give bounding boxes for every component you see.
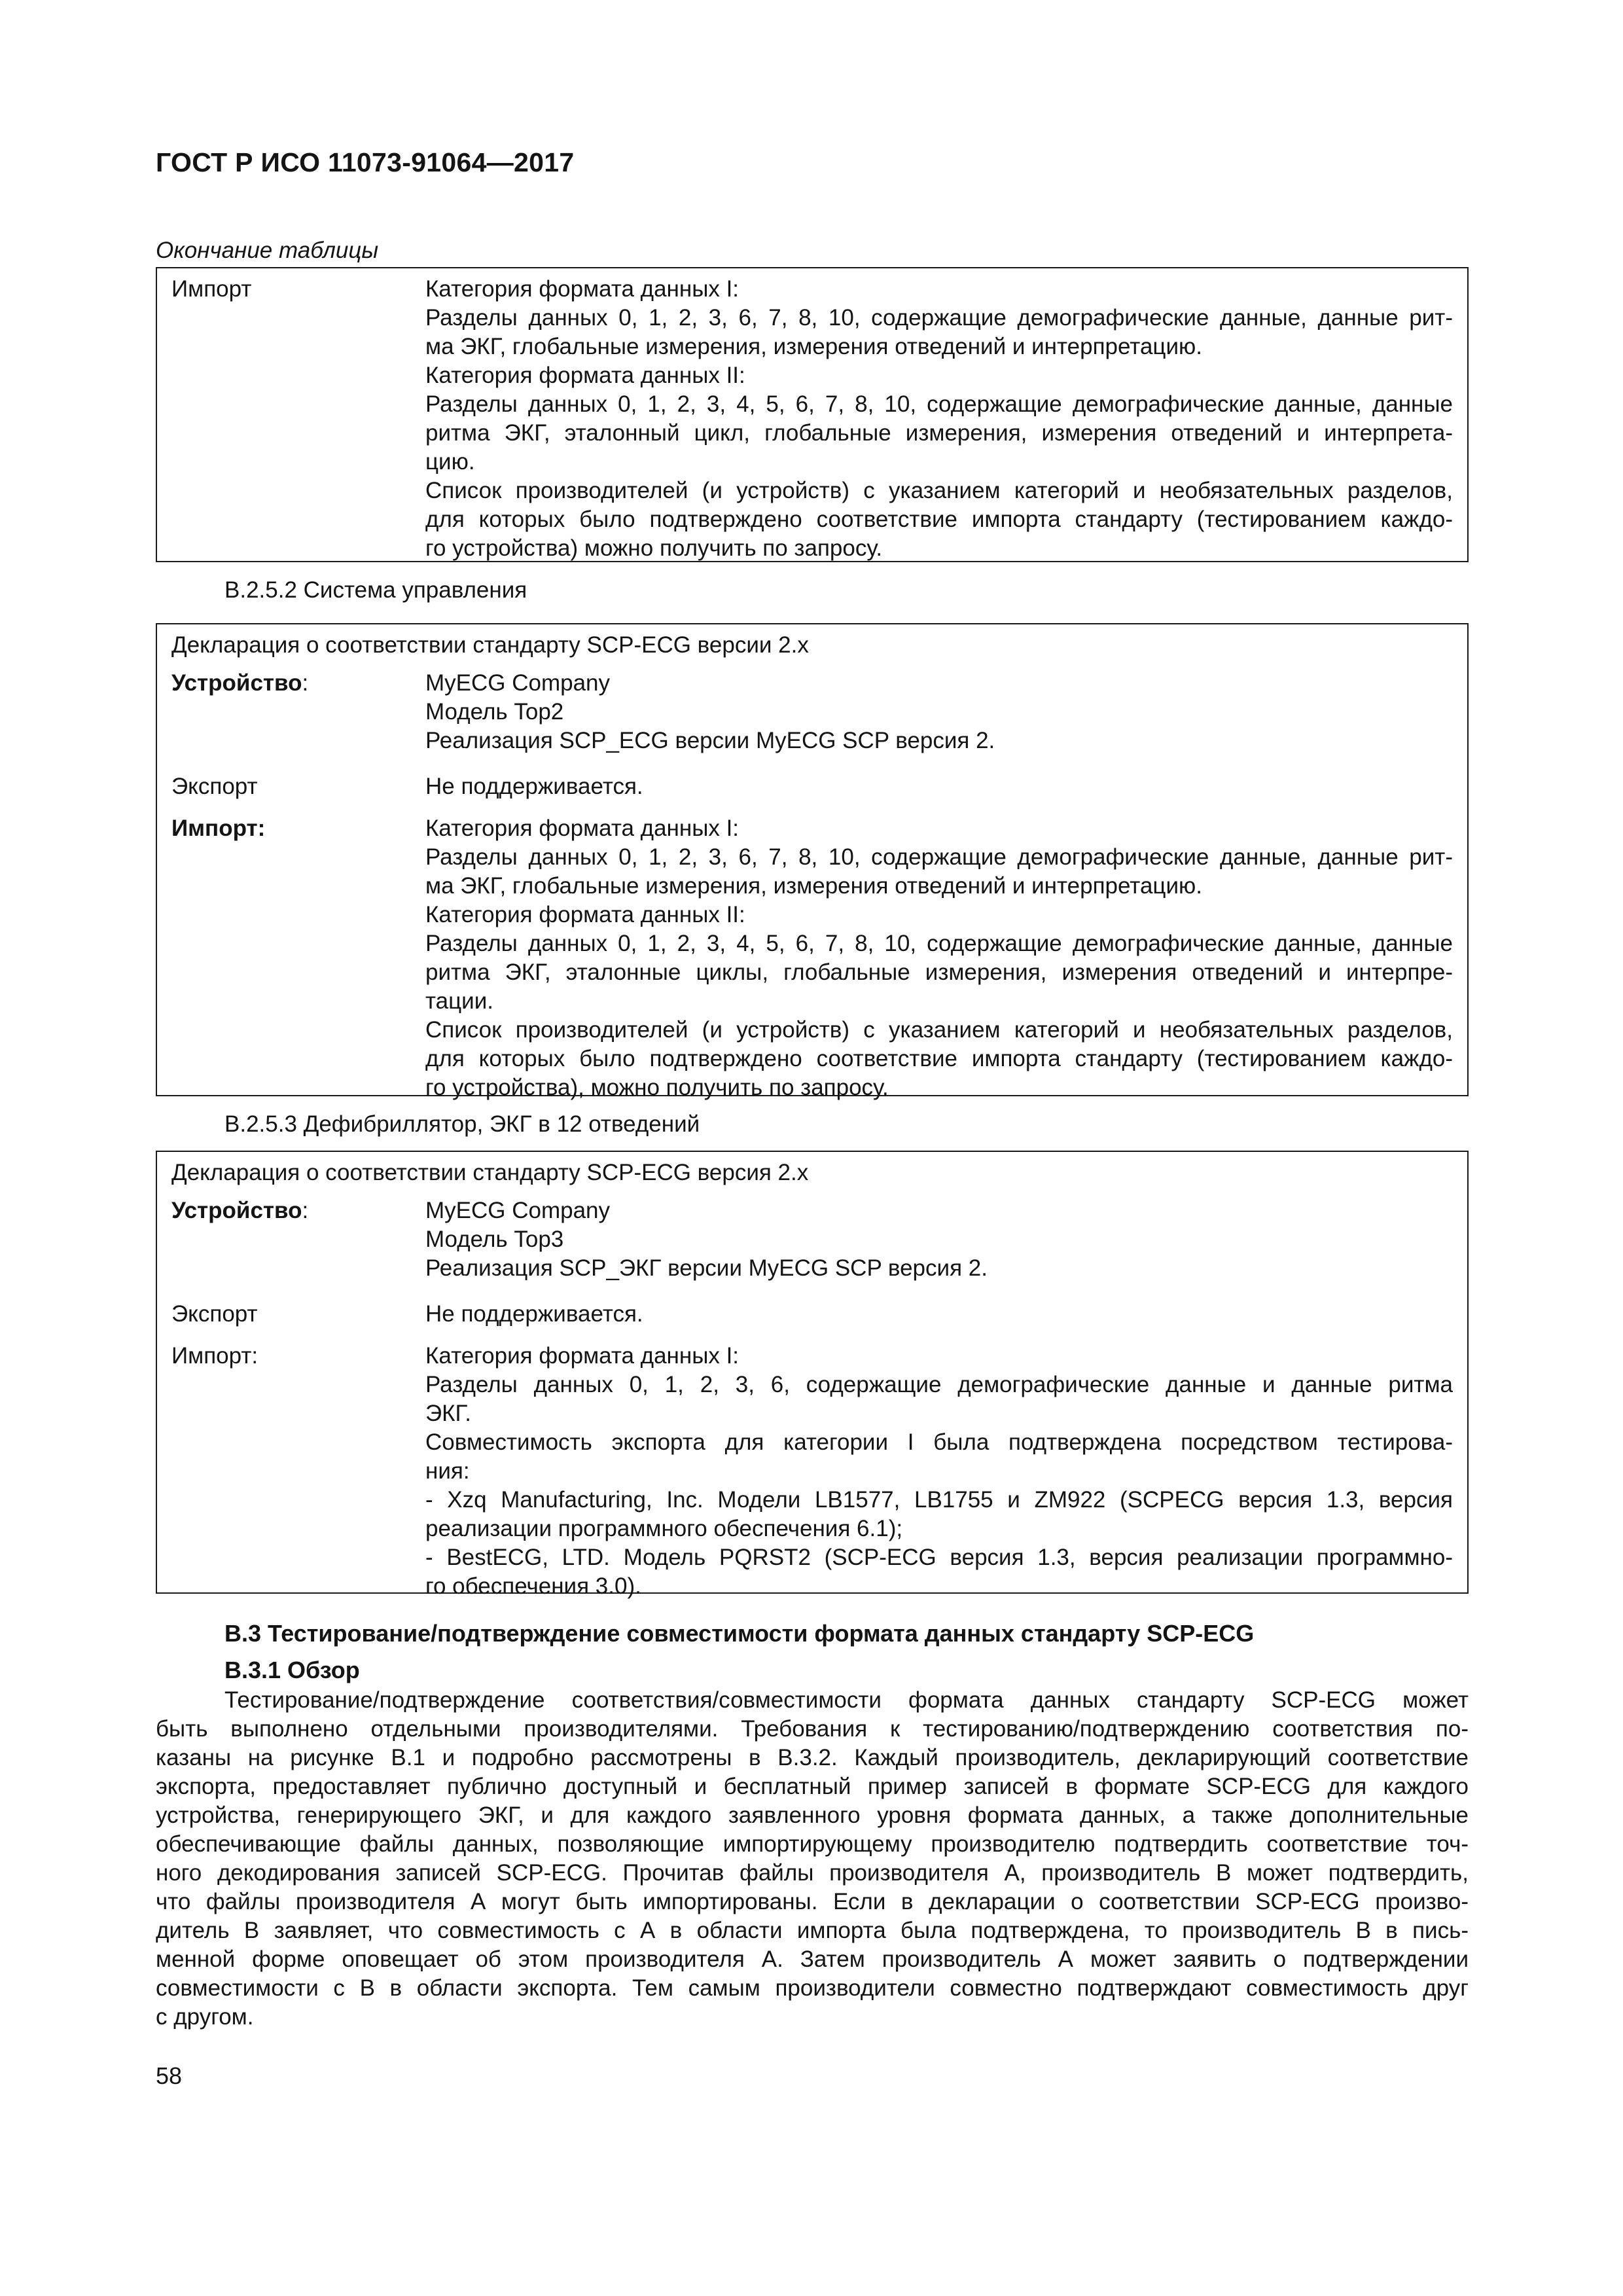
export-value (425, 1300, 1453, 1329)
text-line: дитель В заявляет, что совместимость с А в области импорта была подтверждена, то производитель В в пись- (156, 1918, 1469, 1943)
text-line: ритма ЭКГ, эталонные циклы, глобальные измерения, измерения отведений и интерпре- (425, 960, 1453, 985)
text-line: Не поддерживается. (425, 774, 643, 799)
text-line: ритма ЭКГ, эталонный цикл, глобальные измерения, измерения отведений и интерпрета- (425, 420, 1453, 446)
device-value (425, 669, 1453, 755)
declaration-title: Декларация о соответствии стандарту SCP-ECG версия 2.x (171, 1160, 809, 1185)
text-line: для которых было подтверждено соответствие импорта стандарту (тестированием каждо- (425, 1046, 1453, 1071)
text-line: казаны на рисунке В.1 и подробно рассмотрены в В.3.2. Каждый производитель, декларирующий соответствие (156, 1745, 1469, 1770)
export-key: Экспорт (171, 774, 258, 799)
export-value (425, 772, 1453, 801)
page-number: 58 (156, 2062, 183, 2089)
subsection-heading: В.2.5.2 Система управления (224, 577, 527, 603)
text-line: Модель Top2 (425, 699, 564, 725)
text-line: Тестирование/подтверждение соответствия/совместимости формата данных стандарту SCP-ECG может (224, 1687, 1469, 1713)
text-line: совместимости с В в области экспорта. Тем самым производители совместно подтверждают совместимость друг (156, 1975, 1469, 2001)
text-line: Категория формата данных II: (425, 902, 745, 927)
section-heading: В.3 Тестирование/подтверждение совместимости формата данных стандарту SCP-ECG (224, 1620, 1255, 1647)
document-header: ГОСТ Р ИСО 11073-91064—2017 (156, 147, 575, 177)
text-line: менной форме оповещает об этом производителя А. Затем производитель А может заявить о подтверждении (156, 1946, 1469, 1972)
text-line: ЭКГ. (425, 1401, 471, 1426)
device-key: Устройство: (171, 670, 309, 696)
import-value (425, 1342, 1453, 1601)
text-line: для которых было подтверждено соответствие импорта стандарту (тестированием каждо- (425, 507, 1453, 532)
text-line: Разделы данных 0, 1, 2, 3, 6, содержащие демографические данные и данные ритма (425, 1372, 1453, 1397)
text-line: Не поддерживается. (425, 1301, 643, 1327)
text-line: Реализация SCP_ECG версии MyECG SCP версия 2. (425, 728, 995, 753)
text-line: экспорта, предоставляет публично доступный и бесплатный пример записей в формате SCP-ECG для каждого (156, 1774, 1469, 1799)
text-line: Разделы данных 0, 1, 2, 3, 6, 7, 8, 10, содержащие демографические данные, данные рит- (425, 844, 1453, 870)
text-line: с другом. (156, 2004, 254, 2030)
subsection-heading: В.2.5.3 Дефибриллятор, ЭКГ в 12 отведений (224, 1111, 700, 1137)
text-line: ма ЭКГ, глобальные измерения, измерения отведений и интерпретацию. (425, 873, 1202, 899)
text-line: Совместимость экспорта для категории I была подтверждена посредством тестирова- (425, 1429, 1453, 1455)
declaration-table-management (156, 623, 1469, 1100)
text-line: Модель Top3 (425, 1227, 564, 1252)
device-value (425, 1196, 1453, 1283)
text-line: го обеспечения 3.0). (425, 1573, 641, 1599)
device-key: Устройство: (171, 1198, 309, 1223)
import-value (425, 275, 1453, 563)
overview-paragraph (156, 1686, 1469, 2032)
import-value (425, 814, 1453, 1102)
import-key: Импорт: (171, 816, 266, 841)
import-key: Импорт (171, 276, 252, 302)
section-heading: В.3.1 Обзор (224, 1657, 360, 1683)
text-line: Разделы данных 0, 1, 2, 3, 4, 5, 6, 7, 8, 10, содержащие демографические данные, данные (425, 391, 1453, 417)
text-line: цию. (425, 449, 475, 475)
text-line: Категория формата данных II: (425, 363, 745, 388)
text-line: MyECG Company (425, 1198, 611, 1223)
declaration-table-defibrillator (156, 1151, 1469, 1599)
declaration-title: Декларация о соответствии стандарту SCP-ECG версии 2.x (171, 632, 809, 658)
text-line: Список производителей (и устройств) с указанием категорий и необязательных разделов, (425, 1017, 1453, 1043)
import-table (156, 267, 1469, 562)
text-line: обеспечивающие файлы данных, позволяющие импортирующему производителю подтвердить соответствие точ- (156, 1831, 1469, 1857)
text-line: Категория формата данных I: (425, 816, 740, 841)
text-line: MyECG Company (425, 670, 611, 696)
text-line: устройства, генерирующего ЭКГ, и для каждого заявленного уровня формата данных, а также дополнительные (156, 1803, 1469, 1828)
text-line: ма ЭКГ, глобальные измерения, измерения отведений и интерпретацию. (425, 334, 1202, 359)
text-line: ния: (425, 1458, 470, 1484)
text-line: ного декодирования записей SCP-ECG. Прочитав файлы производителя А, производитель В может подтвердить, (156, 1860, 1469, 1886)
text-line: Разделы данных 0, 1, 2, 3, 4, 5, 6, 7, 8, 10, содержащие демографические данные, данные (425, 931, 1453, 956)
text-line: тации. (425, 988, 493, 1014)
text-line: Реализация SCP_ЭКГ версии MyECG SCP версия 2. (425, 1255, 988, 1281)
text-line: Список производителей (и устройств) с указанием категорий и необязательных разделов, (425, 478, 1453, 503)
export-key: Экспорт (171, 1301, 258, 1327)
text-line: Категория формата данных I: (425, 1343, 740, 1369)
text-line: - Xzq Manufacturing, Inc. Модели LB1577, LB1755 и ZM922 (SCPECG версия 1.3, версия (425, 1487, 1453, 1513)
text-line: реализации программного обеспечения 6.1); (425, 1516, 903, 1541)
text-line: Категория формата данных I: (425, 276, 740, 302)
text-line: го устройства), можно получить по запросу. (425, 1075, 889, 1100)
import-key: Импорт: (171, 1343, 259, 1369)
table-caption: Окончание таблицы (156, 238, 379, 263)
text-line: - BestECG, LTD. Модель PQRST2 (SCP-ECG версия 1.3, версия реализации программно- (425, 1545, 1453, 1570)
text-line: го устройства) можно получить по запросу. (425, 535, 883, 561)
text-line: быть выполнено отдельными производителями. Требования к тестированию/подтверждению соответствия по- (156, 1716, 1469, 1742)
text-line: что файлы производителя А могут быть импортированы. Если в декларации о соответствии SCP-ECG произво- (156, 1889, 1469, 1914)
text-line: Разделы данных 0, 1, 2, 3, 6, 7, 8, 10, содержащие демографические данные, данные рит- (425, 305, 1453, 331)
